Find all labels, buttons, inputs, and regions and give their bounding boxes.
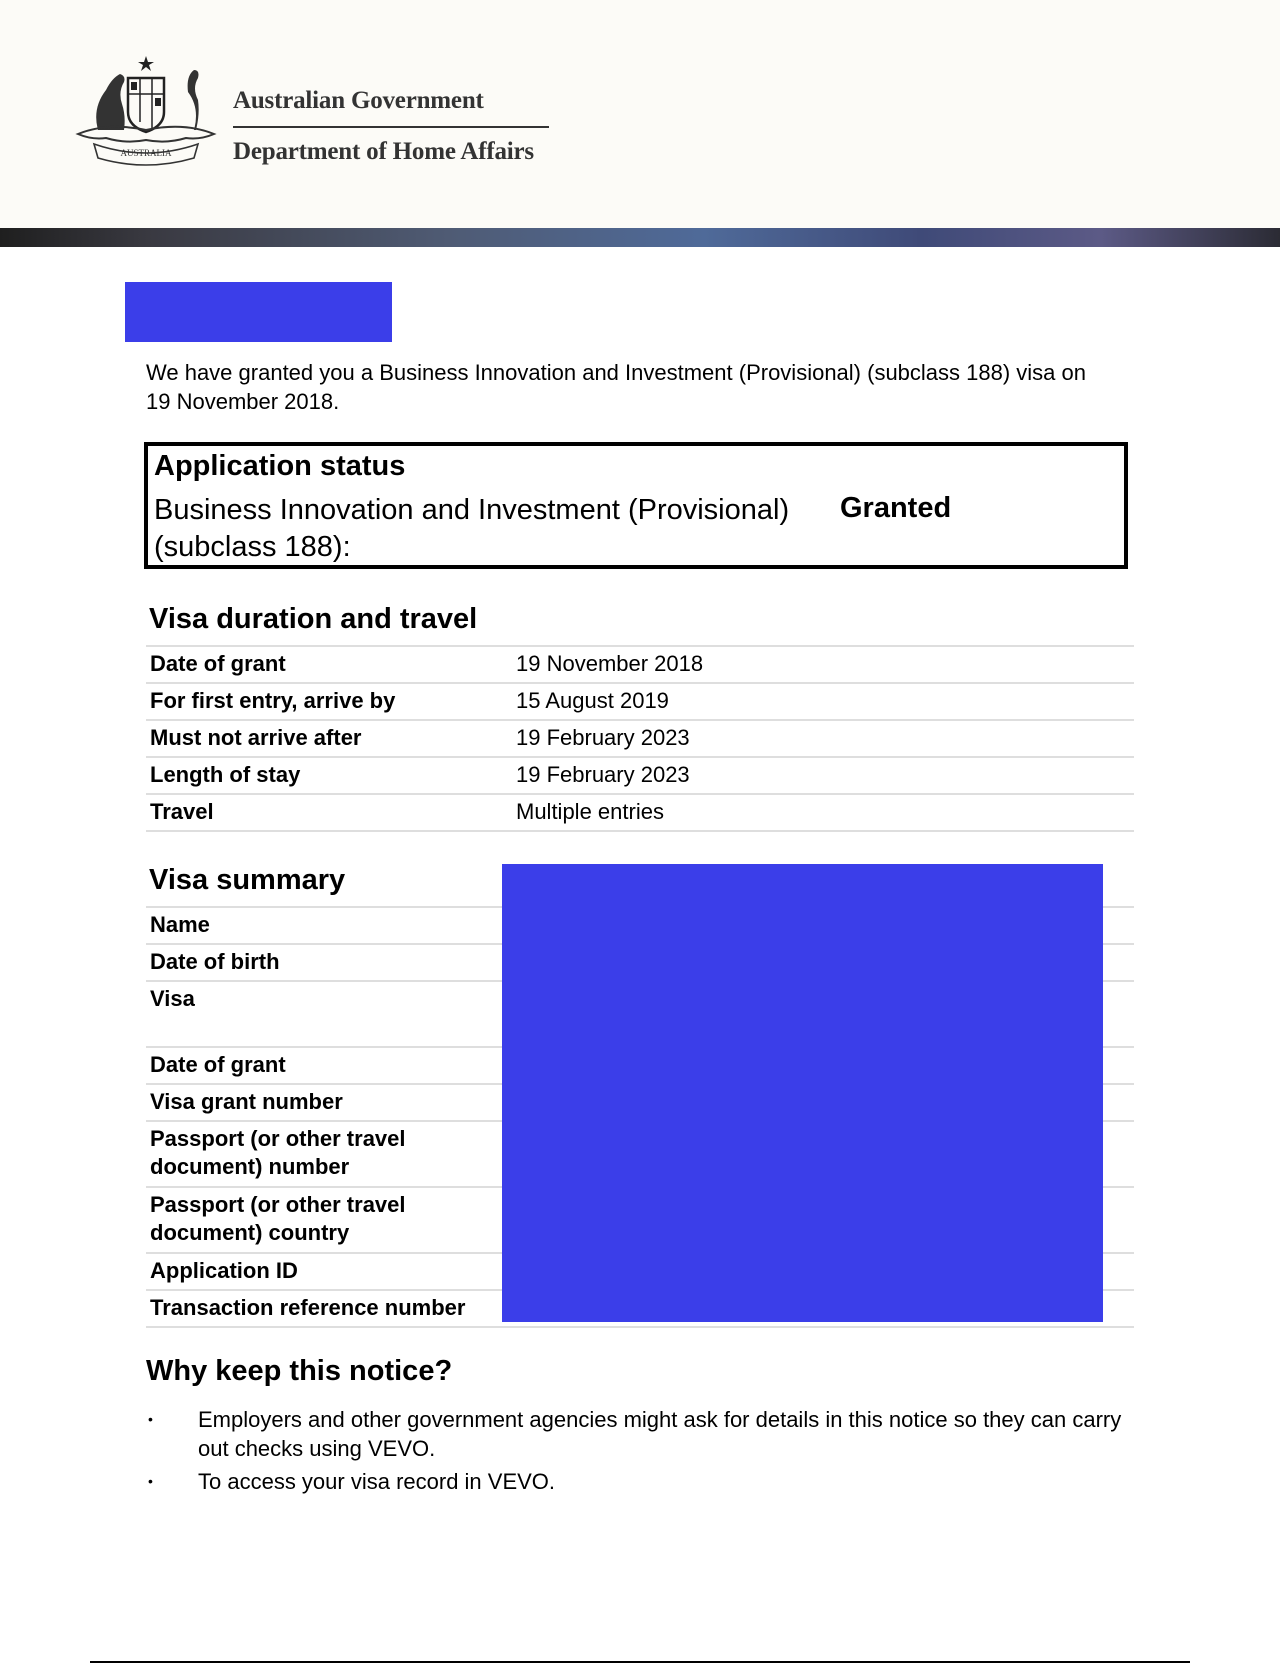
row-value: 15 August 2019 [516,688,669,713]
crest-banner-text: AUSTRALIA [120,148,172,158]
bullet-icon: • [148,1473,153,1489]
application-status-box [144,442,1128,569]
list-item [146,1405,1126,1463]
header-divider [233,126,549,128]
row-label: For first entry, arrive by [150,688,396,713]
row-label: Must not arrive after [150,725,362,750]
list-item-text: Employers and other government agencies might ask for details in this notice so they can carry out checks using VEVO. [198,1407,1122,1461]
why-keep-title: Why keep this notice? [146,1355,453,1387]
row-label: Transaction reference number [150,1295,466,1320]
visa-duration-table [146,645,1134,832]
visa-summary-title: Visa summary [149,864,346,896]
redaction-block [125,282,392,342]
row-label: Visa grant number [150,1089,343,1114]
table-row [146,758,1134,795]
bullet-icon: • [148,1411,153,1427]
status-value: Granted [840,492,952,524]
redaction-block [502,864,1103,1322]
list-item-text: To access your visa record in VEVO. [198,1469,556,1494]
table-row [146,721,1134,758]
row-label: Name [150,912,210,937]
row-label: Passport (or other travel document) number [150,1126,406,1179]
why-keep-list [146,1405,1126,1500]
row-value: 19 February 2023 [516,762,690,787]
row-label: Date of grant [150,1052,286,1077]
table-row [146,795,1134,832]
row-label: Passport (or other travel document) country [150,1192,406,1245]
department-name: Department of Home Affairs [233,138,534,165]
row-label: Date of birth [150,949,280,974]
list-item [146,1467,1126,1496]
table-row [146,647,1134,684]
coat-of-arms-logo [68,52,224,170]
row-label: Visa [150,986,195,1011]
visa-duration-title: Visa duration and travel [149,603,478,635]
header-banner-stripe [0,228,1280,247]
row-value: 19 November 2018 [516,651,704,676]
row-label: Travel [150,799,214,824]
row-label: Date of grant [150,651,286,676]
grant-intro-text: We have granted you a Business Innovation and Investment (Provisional) (subclass 188) visa on 19 November 2018. [146,360,1086,414]
table-row [146,684,1134,721]
row-value: 19 February 2023 [516,725,690,750]
footer-divider [90,1661,1190,1663]
row-value: Multiple entries [516,799,664,824]
row-label: Application ID [150,1258,298,1283]
status-title: Application status [154,450,406,482]
government-name: Australian Government [233,87,484,114]
status-visa-name: Business Innovation and Investment (Provisional) (subclass 188): [154,494,790,563]
page-header [0,0,1280,228]
row-label: Length of stay [150,762,301,787]
